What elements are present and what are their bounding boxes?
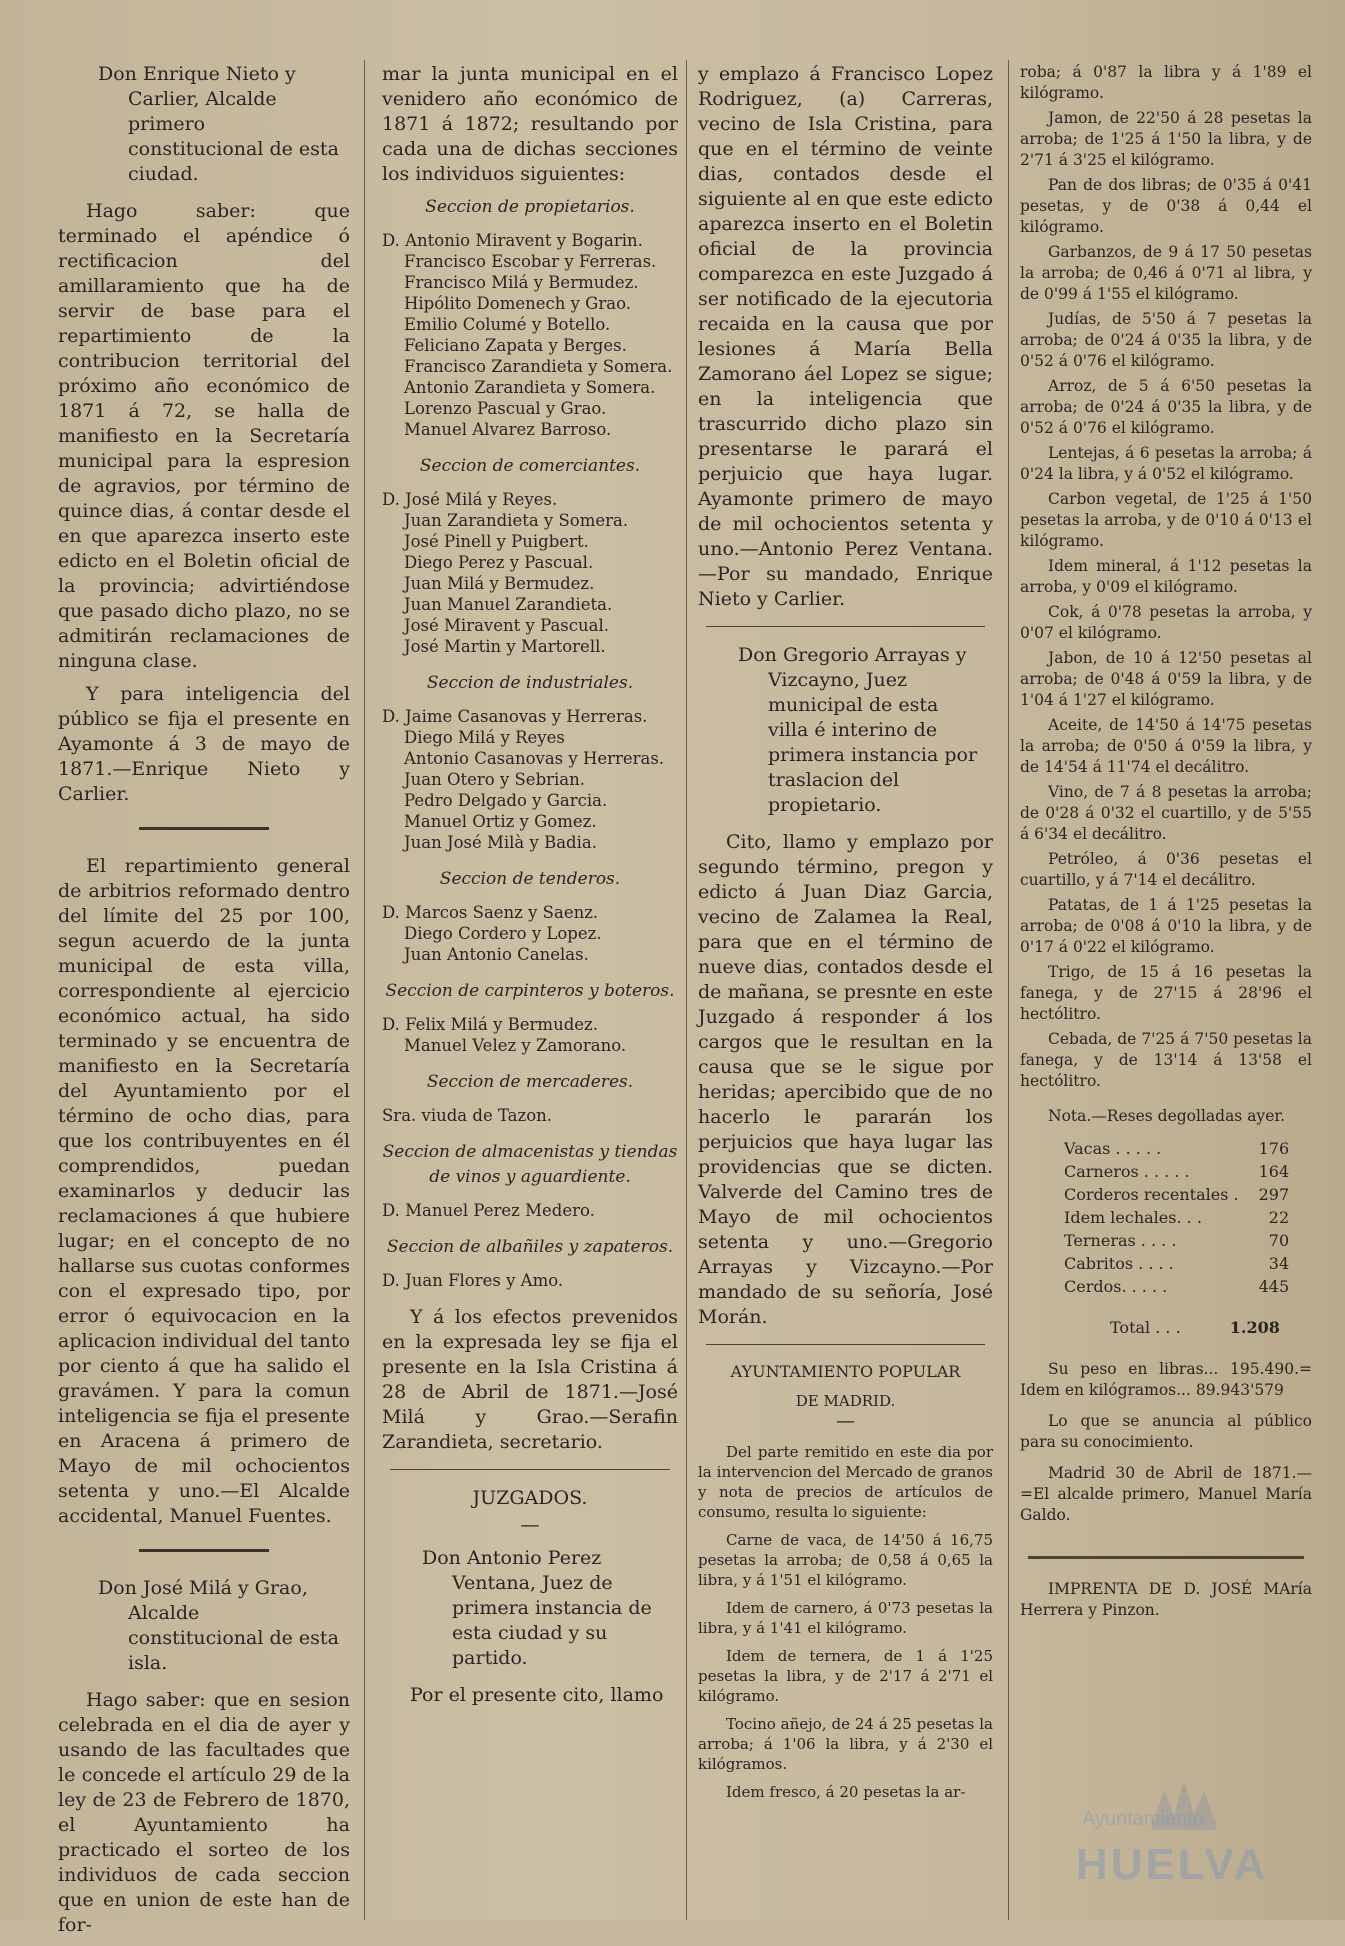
name-list bbox=[382, 489, 678, 657]
member-name: Francisco Zarandieta y Somera. bbox=[404, 357, 673, 376]
member-name: D. Juan Flores y Amo. bbox=[382, 1271, 564, 1290]
price-entry: Jamon, de 22'50 á 28 pesetas la arroba; de 1'25 á 1'50 la libra, y de 2'71 á 3'25 el kilógramo. bbox=[1020, 109, 1312, 169]
separator bbox=[139, 827, 269, 830]
edict-header: Don Enrique Nieto y Carlier, Alcalde primero constitucional de esta ciudad. bbox=[98, 63, 339, 185]
name-list bbox=[382, 1105, 678, 1126]
junta-intro: mar la junta municipal en el venidero año económico de 1871 á 1872; resultando por cada una de dichas secciones los individuos siguientes: bbox=[382, 63, 678, 185]
member-name: D. Jaime Casanovas y Herreras. bbox=[382, 707, 648, 726]
section-title: Seccion de mercaderes. bbox=[426, 1072, 634, 1092]
reses-value: 445 bbox=[1258, 1277, 1290, 1296]
price-entry: Aceite, de 14'50 á 14'75 pesetas la arroba; de 0'50 á 0'59 la libra, y de 14'54 á 11'74 el decálitro. bbox=[1020, 716, 1312, 776]
title-dash: — bbox=[520, 1514, 540, 1536]
perez-body-cont: y emplazo á Francisco Lopez Rodriguez, (a) Carreras, vecino de Isla Cristina, para que en el término de veinte dias, contados desde el siguiente al en que este edicto aparezca inserto en el Boletin oficial de la provincia comparezca en este Juzgado á ser notificado de la ejecutoria recaida en la causa que por lesiones á María Bella Zamorano áel Lopez se sigue; en la inteligencia que trascurrido dicho plazo sin presentarse le parará el perjuicio que haya lugar. Ayamonte primero de mayo de mil ochocientos setenta y uno.—Antonio Perez Ventana.—Por su mandado, Enrique Nieto y Carlier. bbox=[698, 63, 993, 610]
mila-body: Hago saber: que en sesion celebrada en el dia de ayer y usando de las facultades que le concede el artículo 29 de la ley de 23 de Febrero de 1870, el Ayuntamiento ha practicado el sorteo de los individuos de cada seccion que en union de este han de for- bbox=[58, 1689, 350, 1936]
member-name: Antonio Zarandieta y Somera. bbox=[404, 378, 656, 397]
separator bbox=[706, 626, 985, 627]
member-name: Juan Otero y Sebrian. bbox=[404, 770, 586, 789]
price-entry: Pan de dos libras; de 0'35 á 0'41 pesetas, y de 0'38 á 0,44 el kilógramo. bbox=[1020, 176, 1312, 236]
junta-sections bbox=[382, 195, 678, 1291]
table-row bbox=[1060, 1206, 1293, 1229]
member-name: Francisco Escobar y Ferreras. bbox=[404, 252, 657, 271]
column-4 bbox=[1020, 62, 1312, 1625]
member-name: Diego Cordero y Lopez. bbox=[404, 924, 602, 943]
edict-body: Hago saber: que terminado el apéndice ó rectificacion del amillaramiento que ha de servir de base para el repartimiento de la contribucion territorial del próximo año económico de 1871 á 72, se halla de manifiesto en la Secretaría municipal para la espresion de agravios, por término de quince dias, á contar desde el en que aparezca inserto este edicto en el Boletin oficial de la provincia; advirtiéndose que pasado dicho plazo, no se admitirán reclamaciones de ninguna clase. bbox=[58, 200, 350, 672]
perez-header: Don Antonio Perez Ventana, Juez de primera instancia de esta ciudad y su partido. bbox=[422, 1547, 652, 1669]
name-list bbox=[382, 230, 678, 440]
reses-label: Carneros . . . . . bbox=[1064, 1162, 1190, 1181]
member-name: José Martin y Martorell. bbox=[404, 637, 606, 656]
name-list bbox=[382, 1200, 678, 1221]
price-entry: Lentejas, á 6 pesetas la arroba; á 0'24 la libra, y á 0'52 el kilógramo. bbox=[1020, 444, 1312, 483]
section-title: Seccion de industriales. bbox=[426, 673, 634, 693]
total-label: Total . . . bbox=[1110, 1318, 1181, 1337]
reses-label: Vacas . . . . . bbox=[1064, 1139, 1162, 1158]
member-name: Manuel Alvarez Barroso. bbox=[404, 420, 612, 439]
peso-line: Su peso en libras... 195.490.= Idem en kilógramos... 89.943'579 bbox=[1020, 1360, 1312, 1399]
table-row bbox=[1060, 1275, 1293, 1298]
price-entry: Petróleo, á 0'36 pesetas el cuartillo, y á 7'14 el decálitro. bbox=[1020, 850, 1312, 889]
reses-value: 164 bbox=[1258, 1162, 1290, 1181]
price-entry: Arroz, de 5 á 6'50 pesetas la arroba; de 0'24 á 0'35 la libra, y de 0'52 á 0'76 el kilógramo. bbox=[1020, 377, 1312, 437]
column-1 bbox=[58, 62, 350, 1946]
member-name: Antonio Casanovas y Herreras. bbox=[404, 749, 665, 768]
member-name: D. Manuel Perez Medero. bbox=[382, 1201, 595, 1220]
separator bbox=[1028, 1556, 1304, 1559]
section-title: Seccion de tenderos. bbox=[439, 869, 621, 889]
reses-label: Terneras . . . . bbox=[1064, 1231, 1177, 1250]
arrayas-body: Cito, llamo y emplazo por segundo término, pregon y edicto á Juan Diaz Garcia, vecino de Zalamea la Real, para que en el término de nueve dias, contados desde el de mañana, se presnte en este Juzgado á responder á los cargos que le resultan en la causa que se le sigue por heridas; apercibido que de no hacerlo le pararán los perjuicios que haya lugar las providencias que se dicten. Valverde del Camino tres de Mayo de mil ochocientos setenta y uno.—Gregorio Arrayas y Vizcayno.—Por mandado de su señoría, José Morán. bbox=[698, 831, 993, 1328]
ayuntamiento-intro: Del parte remitido en este dia por la intervencion del Mercado de granos y nota de precios de artículos de consumo, resulta lo siguiente: bbox=[698, 1443, 993, 1521]
table-row bbox=[1060, 1137, 1293, 1160]
member-name: Juan Zarandieta y Somera. bbox=[404, 511, 629, 530]
price-entry: Cok, á 0'78 pesetas la arroba, y 0'07 el kilógramo. bbox=[1020, 603, 1312, 642]
table-row bbox=[1060, 1229, 1293, 1252]
member-name: Diego Milá y Reyes bbox=[404, 728, 565, 747]
anuncia-line: Lo que se anuncia al público para su conocimiento. bbox=[1020, 1412, 1312, 1451]
member-name: José Miravent y Pascual. bbox=[404, 616, 609, 635]
section-title: Seccion de almacenistas y tiendas de vinos y aguardiente. bbox=[382, 1142, 678, 1187]
member-name: Hipólito Domenech y Grao. bbox=[404, 294, 631, 313]
price-entry: Idem de ternera, de 1 á 1'25 pesetas la libra, y de 2'17 á 2'71 el kilógramo. bbox=[698, 1647, 993, 1705]
member-name: Juan Antonio Canelas. bbox=[404, 945, 589, 964]
member-name: Feliciano Zapata y Berges. bbox=[404, 336, 627, 355]
separator bbox=[706, 1344, 985, 1345]
reses-value: 297 bbox=[1258, 1185, 1290, 1204]
name-list bbox=[382, 1014, 678, 1056]
member-name: Juan Milá y Bermudez. bbox=[404, 574, 595, 593]
table-row bbox=[1060, 1183, 1293, 1206]
member-name: Emilio Columé y Botello. bbox=[404, 315, 611, 334]
name-list bbox=[382, 902, 678, 965]
member-name: Pedro Delgado y Garcia. bbox=[404, 791, 608, 810]
column-rule bbox=[364, 60, 365, 1920]
firma-line: Madrid 30 de Abril de 1871.— =El alcalde primero, Manuel María Galdo. bbox=[1020, 1464, 1312, 1524]
reses-label: Idem lechales. . . bbox=[1064, 1208, 1202, 1227]
price-entry: roba; á 0'87 la libra y á 1'89 el kilógramo. bbox=[1020, 63, 1312, 102]
ayuntamiento-title: AYUNTAMIENTO POPULAR bbox=[730, 1362, 961, 1381]
total-value: 1.208 bbox=[1229, 1318, 1280, 1337]
reses-value: 70 bbox=[1268, 1231, 1290, 1250]
watermark-subtitle: Ayuntamiento bbox=[1082, 1808, 1204, 1830]
price-entry: Carbon vegetal, de 1'25 á 1'50 pesetas la arroba, y de 0'10 á 0'13 el kilógramo. bbox=[1020, 490, 1312, 550]
price-entry: Jabon, de 10 á 12'50 pesetas al arroba; de 0'48 á 0'59 la libra, y de 1'04 á 1'27 el kilógramo. bbox=[1020, 649, 1312, 709]
price-entry: Tocino añejo, de 24 á 25 pesetas la arroba; á 1'06 la libra, y á 2'30 el kilógramos. bbox=[698, 1715, 993, 1773]
table-row bbox=[1060, 1160, 1293, 1183]
price-entry: Idem de carnero, á 0'73 pesetas la libra, y á 1'41 el kilógramo. bbox=[698, 1599, 993, 1637]
separator bbox=[139, 1549, 269, 1552]
reses-table bbox=[1060, 1137, 1293, 1298]
price-entry: Carne de vaca, de 14'50 á 16,75 pesetas la arroba; de 0,58 á 0,65 la libra, y á 1'51 el kilógramo. bbox=[698, 1531, 993, 1589]
member-name: D. José Milá y Reyes. bbox=[382, 490, 558, 509]
reses-value: 34 bbox=[1268, 1254, 1290, 1273]
ayuntamiento-subtitle: DE MADRID. bbox=[795, 1392, 896, 1410]
column-rule bbox=[686, 60, 687, 1920]
price-entry: Patatas, de 1 á 1'25 pesetas la arroba; de 0'08 á 0'10 la libra, y de 0'17 á 0'22 el kilógramo. bbox=[1020, 896, 1312, 956]
name-list bbox=[382, 706, 678, 853]
junta-close: Y á los efectos prevenidos en la expresada ley se fija el presente en la Isla Cristina á 28 de Abril de 1871.—José Milá y Grao.—Serafin Zarandieta, secretario. bbox=[382, 1306, 678, 1453]
imprenta-line: IMPRENTA DE D. JOSÉ MAría Herrera y Pinzon. bbox=[1020, 1580, 1312, 1619]
section-title: Seccion de albañiles y zapateros. bbox=[386, 1237, 674, 1257]
aracena-notice: El repartimiento general de arbitrios reformado dentro del límite del 25 por 100, segun acuerdo de la junta municipal de esta villa, correspondiente al ejercicio económico actual, ha sido terminado y se encuentra de manifiesto en la Secretaría del Ayuntamiento por el término de ocho dias, para que los contribuyentes en él comprendidos, puedan examinarlos y deducir las reclamaciones á que hubiere lugar; en el concepto de no hallarse sus cuotas conformes con el expresado tipo, por error ó equivocacion en la aplicacion individual del tanto por ciento á que ha salido el gravámen. Y para la comun inteligencia se fija el presente en Aracena á primero de Mayo de mil ochocientos setenta y uno.—El Alcalde accidental, Manuel Fuentes. bbox=[58, 855, 350, 1527]
member-name: Manuel Ortiz y Gomez. bbox=[404, 812, 597, 831]
column-2 bbox=[382, 62, 678, 1716]
member-name: José Pinell y Puigbert. bbox=[404, 532, 589, 551]
section-title: Seccion de comerciantes. bbox=[419, 456, 641, 476]
watermark-text: HUELVA bbox=[1076, 1840, 1269, 1889]
reses-value: 22 bbox=[1268, 1208, 1290, 1227]
separator bbox=[390, 1469, 670, 1470]
reses-value: 176 bbox=[1258, 1139, 1290, 1158]
column-rule bbox=[1008, 60, 1009, 1920]
arrayas-header: Don Gregorio Arrayas y Vizcayno, Juez municipal de esta villa é interino de primera instancia por traslacion del propietario. bbox=[738, 644, 978, 816]
section-title: Seccion de propietarios. bbox=[425, 197, 635, 217]
section-title: Seccion de carpinteros y boteros. bbox=[385, 981, 675, 1001]
price-list-2 bbox=[1020, 62, 1312, 1092]
edict-close: Y para inteligencia del público se fija el presente en Ayamonte á 3 de mayo de 1871.—Enrique Nieto y Carlier. bbox=[58, 683, 350, 805]
title-dash: — bbox=[836, 1410, 855, 1432]
reses-label: Corderos recentales . bbox=[1064, 1185, 1239, 1204]
member-name: D. Antonio Miravent y Bogarin. bbox=[382, 231, 643, 250]
price-list-1 bbox=[698, 1530, 993, 1802]
member-name: Francisco Milá y Bermudez. bbox=[404, 273, 639, 292]
reses-label: Cabritos . . . . bbox=[1064, 1254, 1174, 1273]
member-name: Diego Perez y Pascual. bbox=[404, 553, 594, 572]
table-row bbox=[1060, 1252, 1293, 1275]
price-entry: Cebada, de 7'25 á 7'50 pesetas la fanega, y de 13'14 á 13'58 el hectólitro. bbox=[1020, 1030, 1312, 1090]
column-3 bbox=[698, 62, 993, 1810]
mila-header: Don José Milá y Grao, Alcalde constitucional de esta isla. bbox=[98, 1577, 339, 1674]
member-name: D. Felix Milá y Bermudez. bbox=[382, 1015, 598, 1034]
price-entry: Vino, de 7 á 8 pesetas la arroba; de 0'28 á 0'32 el cuartillo, y de 5'55 á 6'34 el decálitro. bbox=[1020, 783, 1312, 843]
name-list bbox=[382, 1270, 678, 1291]
member-name: Juan José Milà y Badia. bbox=[404, 833, 597, 852]
total-row bbox=[1110, 1318, 1312, 1337]
reses-label: Cerdos. . . . . bbox=[1064, 1277, 1168, 1296]
nota-title: Nota.—Reses degolladas ayer. bbox=[1048, 1107, 1285, 1125]
member-name: Juan Manuel Zarandieta. bbox=[404, 595, 613, 614]
member-name: D. Marcos Saenz y Saenz. bbox=[382, 903, 599, 922]
perez-body-start: Por el presente cito, llamo bbox=[410, 1684, 664, 1706]
juzgados-title: JUZGADOS. bbox=[472, 1487, 588, 1509]
price-entry: Idem mineral, á 1'12 pesetas la arroba, y 0'09 el kilógramo. bbox=[1020, 557, 1312, 596]
price-entry: Judías, de 5'50 á 7 pesetas la arroba; de 0'24 á 0'35 la libra, y de 0'52 á 0'76 el kilógramo. bbox=[1020, 310, 1312, 370]
price-entry: Trigo, de 15 á 16 pesetas la fanega, y de 27'15 á 28'96 el hectólitro. bbox=[1020, 963, 1312, 1023]
member-name: Lorenzo Pascual y Grao. bbox=[404, 399, 607, 418]
price-entry: Idem fresco, á 20 pesetas la ar- bbox=[726, 1783, 966, 1801]
member-name: Sra. viuda de Tazon. bbox=[382, 1106, 553, 1125]
price-entry: Garbanzos, de 9 á 17 50 pesetas la arroba; de 0,46 á 0'71 al libra, y de 0'99 á 1'55 el kilógramo. bbox=[1020, 243, 1312, 303]
member-name: Manuel Velez y Zamorano. bbox=[404, 1036, 627, 1055]
